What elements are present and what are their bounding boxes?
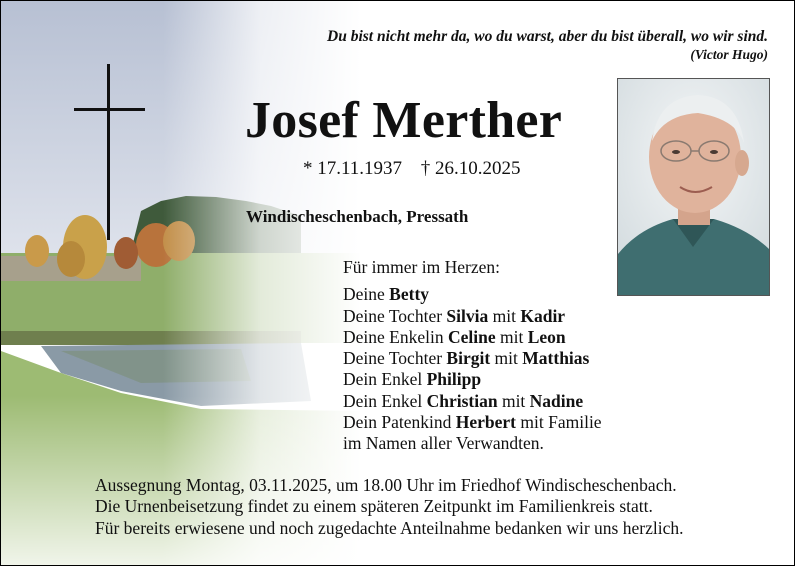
mourner-name: Philipp	[426, 369, 482, 390]
mourner-relation: mit	[495, 326, 528, 347]
funeral-notice	[95, 475, 683, 539]
mourner-relation: Dein Patenkind	[343, 412, 456, 433]
deceased-name: Josef Merther	[245, 92, 563, 149]
cross-icon	[107, 64, 110, 240]
funeral-notice-line: Aussegnung Montag, 03.11.2025, um 18.00 Uhr im Friedhof Windischeschenbach.	[95, 475, 677, 495]
mourner-name: Matthias	[522, 348, 590, 369]
mourner-relation: mit Familie	[516, 412, 602, 433]
mourner-relation: mit	[488, 305, 521, 326]
mourner-relation: Deine Tochter	[343, 348, 447, 369]
mourner-relation: Deine Tochter	[343, 305, 447, 326]
mourners-list	[343, 257, 602, 455]
residence-place: Windischeschenbach, Pressath	[246, 207, 469, 226]
mourner-line	[343, 327, 602, 348]
quote-block	[327, 28, 768, 64]
birth-date: * 17.11.1937	[303, 158, 403, 179]
mourner-name: Leon	[527, 326, 566, 347]
mourner-line	[343, 433, 602, 454]
funeral-notice-line: Für bereits erwiesene und noch zugedachte Anteilnahme bedanken wir uns herzlich.	[95, 517, 684, 538]
mourner-line	[343, 306, 602, 327]
mourner-name: Celine	[447, 326, 496, 347]
quote-author: (Victor Hugo)	[690, 47, 768, 62]
mourner-line	[343, 369, 602, 390]
death-date: † 26.10.2025	[420, 158, 521, 179]
mourner-line	[343, 391, 602, 412]
mourner-relation: im Namen aller Verwandten.	[343, 433, 544, 454]
life-dates	[303, 157, 535, 181]
mourner-name: Herbert	[455, 412, 517, 433]
mourner-name: Christian	[426, 390, 498, 411]
quote-text: Du bist nicht mehr da, wo du warst, aber du bist überall, wo wir sind.	[327, 28, 768, 45]
mourner-relation: Dein Enkel	[343, 390, 427, 411]
mourner-relation: mit	[497, 390, 530, 411]
mourner-relation: Deine	[343, 284, 390, 305]
mourners-intro: Für immer im Herzen:	[343, 257, 500, 277]
mourner-lines	[343, 284, 602, 454]
mourner-name: Nadine	[529, 390, 584, 411]
mourner-line	[343, 348, 602, 369]
mourner-line	[343, 284, 602, 305]
mourner-relation: Deine Enkelin	[343, 326, 448, 347]
mourner-relation: mit	[490, 348, 523, 369]
mourner-name: Betty	[389, 284, 430, 305]
mourner-relation: Dein Enkel	[343, 369, 427, 390]
mourner-name: Birgit	[446, 348, 491, 369]
portrait-photo	[617, 78, 770, 296]
mourner-name: Kadir	[520, 305, 566, 326]
mourner-name: Silvia	[446, 305, 489, 326]
mourner-line	[343, 412, 602, 433]
cross-icon-bar	[74, 108, 145, 111]
funeral-notice-line: Die Urnenbeisetzung findet zu einem späteren Zeitpunkt im Familienkreis statt.	[95, 496, 653, 517]
